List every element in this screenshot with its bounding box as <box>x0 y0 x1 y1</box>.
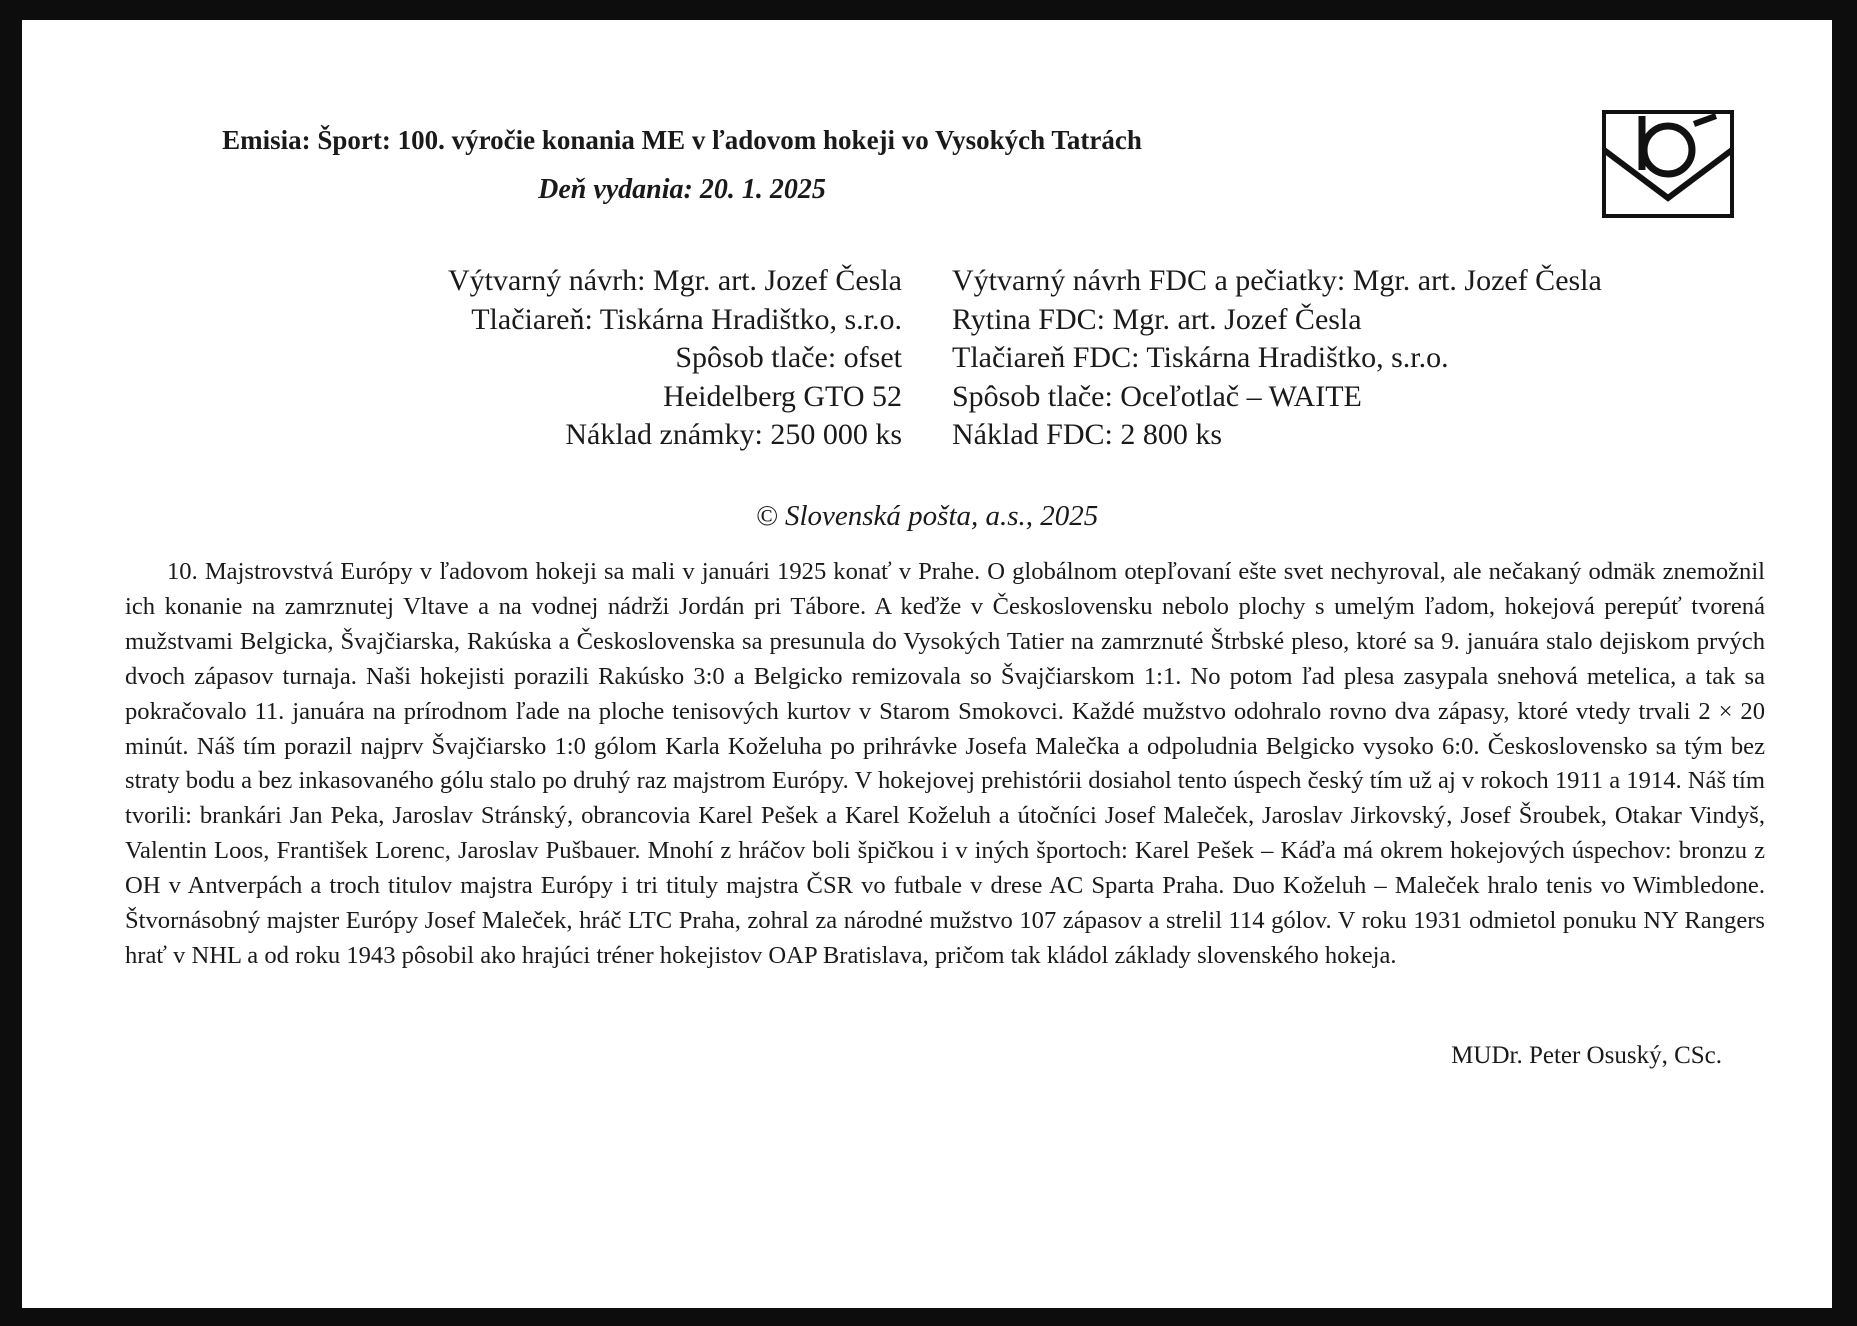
credit-line: Spôsob tlače: ofset <box>675 341 902 374</box>
credit-line: Rytina FDC: Mgr. art. Jozef Česla <box>952 302 1362 336</box>
info-card <box>22 20 1832 1308</box>
emission-title: Emisia: Šport: 100. výročie konania ME v ľadovom hokeji vo Vysokých Tatrách <box>222 125 1142 155</box>
article-body <box>125 555 1765 974</box>
credit-line: Výtvarný návrh FDC a pečiatky: Mgr. art. Jozef Česla <box>952 264 1602 297</box>
slovak-post-horn-logo-icon <box>1602 110 1734 218</box>
stamp-credits <box>222 262 902 455</box>
issue-date: Deň vydania: 20. 1. 2025 <box>538 174 826 205</box>
credit-line: Výtvarný návrh: Mgr. art. Jozef Česla <box>447 264 902 297</box>
credit-line: Spôsob tlače: Oceľotlač – WAITE <box>952 379 1362 413</box>
credit-line: Náklad známky: 250 000 ks <box>565 418 902 451</box>
credit-line: Tlačiareň FDC: Tiskárna Hradištko, s.r.o. <box>952 341 1449 374</box>
credit-line: Tlačiareň: Tiskárna Hradištko, s.r.o. <box>471 302 902 336</box>
article-paragraph: 10. Majstrovstvá Európy v ľadovom hokeji sa mali v januári 1925 konať v Prahe. O globálnom otepľovaní ešte svet nechyroval, ale nečakaný odmäk znemožnil ich konanie na zamrznutej Vltave a na vodnej nádrži Jordán pri Tábore. A keďže v Československu nebolo plochy s umelým ľadom, hokejová perepúť tvorená mužstvami Belgicka, Švajčiarska, Rakúska a Československa sa presunula do Vysokých Tatier na zamrznuté Štrbské pleso, ktoré sa 9. januára stalo dejiskom prvých dvoch zápasov turnaja. Naši hokejisti porazili Rakúsko 3:0 a Belgicko remizovala so Švajčiarskom 1:1. No potom ľad plesa zasypala snehová metelica, a tak sa pokračovalo 11. januára na prírodnom ľade na ploche tenisových kurtov v Starom Smokovci. Každé mužstvo odohralo rovno dva zápasy, ktoré vtedy trvali 2 × 20 minút. Náš tím porazil najprv Švajčiarsko 1:0 gólom Karla Koželuha po prihrávke Josefa Malečka a odpoludnia Belgicko vysoko 6:0. Československo sa tým bez straty bodu a bez inkasovaného gólu stalo po druhý raz majstrom Európy. V hokejovej prehistórii dosiahol tento úspech český tím už aj v rokoch 1911 a 1914. Náš tím tvorili: brankári Jan Peka, Jaroslav Stránský, obrancovia Karel Pešek a Karel Koželuh a útočníci Josef Maleček, Jaroslav Jirkovský, Josef Šroubek, Otakar Vindyš, Valentin Loos, František Lorenc, Jaroslav Pušbauer. Mnohí z hráčov boli špičkou i v iných športoch: Karel Pešek – Káďa má okrem hokejových úspechov: bronzu z OH v Antverpách a troch titulov majstra Európy i tri tituly majstra ČSR vo futbale v drese AC Sparta Praha. Duo Koželuh – Maleček hralo tenis vo Wimbledone. Štvornásobný majster Európy Josef Maleček, hráč LTC Praha, zohral za národné mužstvo 107 zápasov a strelil 114 gólov. V roku 1931 odmietol ponuku NY Rangers hrať v NHL a od roku 1943 pôsobil ako hrajúci tréner hokejistov OAP Bratislava, pričom tak kládol základy slovenského hokeja. <box>125 558 1765 969</box>
fdc-credits <box>952 262 1812 455</box>
credit-line: Náklad FDC: 2 800 ks <box>952 418 1222 451</box>
credit-line: Heidelberg GTO 52 <box>663 379 902 413</box>
copyright-line: © Slovenská pošta, a.s., 2025 <box>755 500 1099 532</box>
article-author: MUDr. Peter Osuský, CSc. <box>1451 1042 1722 1069</box>
